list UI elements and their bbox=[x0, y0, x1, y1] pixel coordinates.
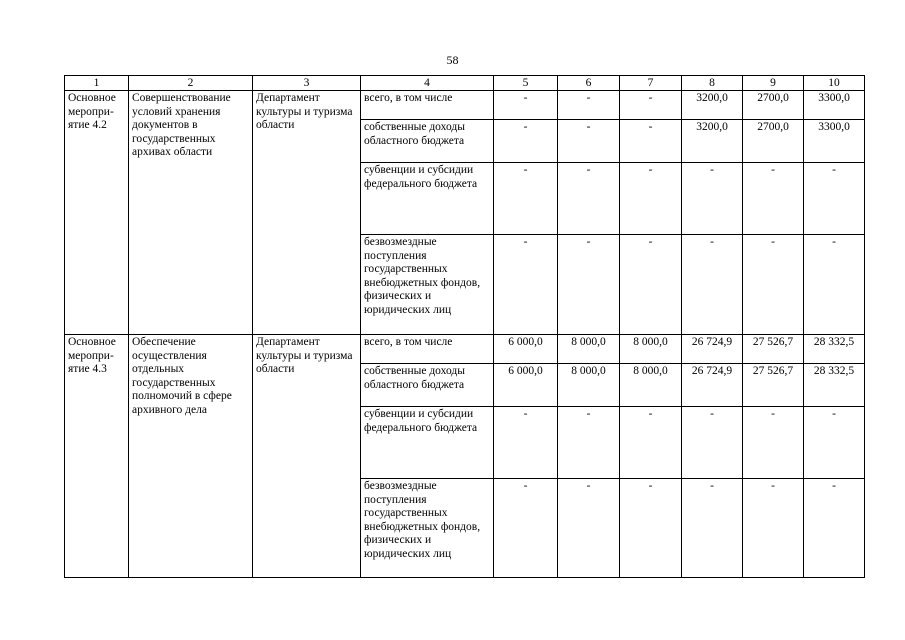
value-cell: - bbox=[804, 163, 865, 235]
funding-source-cell: безвозмездные поступления государственных внебюджетных фондов, физических и юридических лиц bbox=[361, 235, 494, 335]
measure-cell: Основное меропри-ятие 4.3 bbox=[65, 335, 129, 578]
value-cell: - bbox=[558, 120, 620, 163]
value-cell: 8 000,0 bbox=[620, 335, 682, 364]
value-cell: - bbox=[620, 120, 682, 163]
column-header: 8 bbox=[682, 76, 743, 91]
value-cell: 6 000,0 bbox=[494, 335, 558, 364]
value-cell: - bbox=[682, 407, 743, 479]
value-cell: 8 000,0 bbox=[558, 364, 620, 407]
value-cell: 6 000,0 bbox=[494, 364, 558, 407]
value-cell: - bbox=[743, 163, 804, 235]
value-cell: - bbox=[494, 120, 558, 163]
measure-cell: Основное меропри-ятие 4.2 bbox=[65, 91, 129, 335]
column-header: 1 bbox=[65, 76, 129, 91]
value-cell: 3200,0 bbox=[682, 91, 743, 120]
column-header: 6 bbox=[558, 76, 620, 91]
budget-table bbox=[64, 75, 865, 578]
executor-cell: Департамент культуры и туризма области bbox=[253, 335, 361, 578]
value-cell: - bbox=[558, 407, 620, 479]
value-cell: - bbox=[494, 479, 558, 578]
value-cell: 3200,0 bbox=[682, 120, 743, 163]
page-number: 58 bbox=[446, 53, 459, 67]
funding-source-cell: субвенции и субсидии федерального бюджета bbox=[361, 407, 494, 479]
value-cell: 3300,0 bbox=[804, 120, 865, 163]
value-cell: - bbox=[682, 479, 743, 578]
value-cell: 2700,0 bbox=[743, 120, 804, 163]
value-cell: - bbox=[682, 235, 743, 335]
header-row bbox=[65, 76, 865, 91]
funding-source-cell: всего, в том числе bbox=[361, 91, 494, 120]
value-cell: - bbox=[620, 235, 682, 335]
measure-name-cell: Совершенствование условий хранения документов в государственных архивах области bbox=[129, 91, 253, 335]
value-cell: - bbox=[494, 91, 558, 120]
value-cell: 8 000,0 bbox=[620, 364, 682, 407]
value-cell: - bbox=[494, 407, 558, 479]
value-cell: 27 526,7 bbox=[743, 335, 804, 364]
column-header: 10 bbox=[804, 76, 865, 91]
value-cell: - bbox=[620, 163, 682, 235]
value-cell: - bbox=[743, 479, 804, 578]
value-cell: - bbox=[620, 479, 682, 578]
value-cell: - bbox=[494, 163, 558, 235]
value-cell: - bbox=[558, 163, 620, 235]
column-header: 9 bbox=[743, 76, 804, 91]
value-cell: 2700,0 bbox=[743, 91, 804, 120]
executor-cell: Департамент культуры и туризма области bbox=[253, 91, 361, 335]
value-cell: - bbox=[804, 479, 865, 578]
column-header: 2 bbox=[129, 76, 253, 91]
column-header: 3 bbox=[253, 76, 361, 91]
value-cell: - bbox=[494, 235, 558, 335]
value-cell: - bbox=[558, 235, 620, 335]
table-row bbox=[65, 335, 865, 364]
value-cell: 27 526,7 bbox=[743, 364, 804, 407]
value-cell: 28 332,5 bbox=[804, 364, 865, 407]
funding-source-cell: собственные доходы областного бюджета bbox=[361, 364, 494, 407]
funding-source-cell: безвозмездные поступления государственных внебюджетных фондов, физических и юридических лиц bbox=[361, 479, 494, 578]
value-cell: - bbox=[620, 91, 682, 120]
value-cell: - bbox=[620, 407, 682, 479]
value-cell: - bbox=[804, 235, 865, 335]
value-cell: 8 000,0 bbox=[558, 335, 620, 364]
value-cell: 26 724,9 bbox=[682, 364, 743, 407]
value-cell: 28 332,5 bbox=[804, 335, 865, 364]
table-row bbox=[65, 91, 865, 120]
column-header: 7 bbox=[620, 76, 682, 91]
value-cell: - bbox=[743, 407, 804, 479]
funding-source-cell: субвенции и субсидии федерального бюджета bbox=[361, 163, 494, 235]
value-cell: - bbox=[743, 235, 804, 335]
funding-source-cell: собственные доходы областного бюджета bbox=[361, 120, 494, 163]
column-header: 4 bbox=[361, 76, 494, 91]
column-header: 5 bbox=[494, 76, 558, 91]
funding-source-cell: всего, в том числе bbox=[361, 335, 494, 364]
value-cell: - bbox=[804, 407, 865, 479]
value-cell: - bbox=[558, 479, 620, 578]
value-cell: 26 724,9 bbox=[682, 335, 743, 364]
value-cell: 3300,0 bbox=[804, 91, 865, 120]
value-cell: - bbox=[558, 91, 620, 120]
measure-name-cell: Обеспечение осуществления отдельных государственных полномочий в сфере архивного дела bbox=[129, 335, 253, 578]
value-cell: - bbox=[682, 163, 743, 235]
